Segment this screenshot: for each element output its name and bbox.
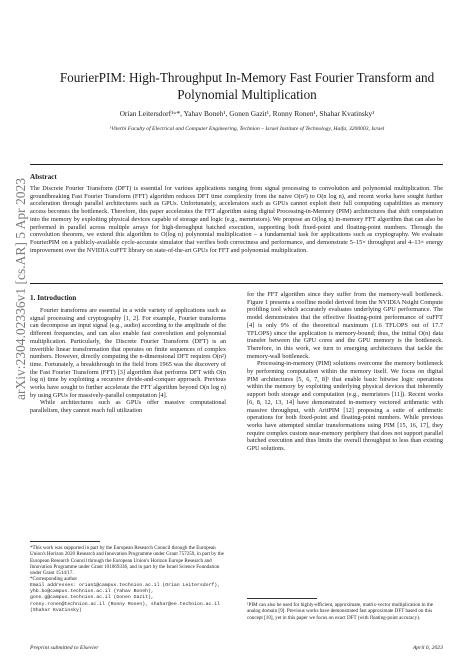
arxiv-identifier: arXiv:2304.02336v1 [cs.AR] 5 Apr 2023 — [13, 178, 28, 400]
abstract-text: The Discrete Fourier Transform (DFT) is essential for various applications ranging from signal processing to convolution and polynomial multiplication. The groundbreaking Fast Fourier Transform (FFT) algorithm reduces DFT time complexity from the naive O(n²) to O(n log n), and recent works have sought further acceleration through parallel architectures such as GPUs. Unfortunately, accelerators such as GPUs cannot exploit their full computing capabilities as memory access becomes the bottleneck. Therefore, this paper accelerates the FFT algorithm using digital Processing-in-Memory (PIM) architectures that shift computation into the memory by exploiting physical devices capable of storage and logic (e.g., memristors). We propose an O(log n) in-memory FFT algorithm that can also be performed in parallel across multiple arrays for high-throughput batched execution, supporting both fixed-point and floating-point numbers. Through the convolution theorem, we extend this algorithm to O(log n) polynomial multiplication – a fundamental task for applications such as cryptography. We evaluate FourierPIM on a publicly-available cycle-accurate simulator that verifies both correctness and performance, and demonstrate 5–15× throughput and 4–13× energy improvement over the NVIDIA cuFFT library on state-of-the-art GPUs for FFT and polynomial multiplication. — [30, 185, 443, 254]
body-paragraph: While architectures such as GPUs offer massive computational parallelism, they cannot reach full utilization — [30, 399, 226, 415]
paper-title: FourierPIM: High-Throughput In-Memory Fast Fourier Transform and Polynomial Multiplication — [59, 70, 435, 102]
body-paragraph: Processing-in-memory (PIM) solutions overcome the memory bottleneck by performing computation within the memory itself. We focus on digital PIM architectures [5, 6, 7, 8]¹ that enable basic bitwise logic operations within the memory by exploiting underlying physical devices that inherently support both storage and computation (e.g., memristors [11]). Recent works [6, 8, 12, 13, 14] have demonstrated in-memory vectored arithmetic with massive throughput, with AritPIM [12] proposing a suite of arithmetic operations for both fixed-point and floating-point numbers. While previous works have attempted similar transformations using PIM [15, 16, 17], they require complex custom near-memory periphery that does not support parallel batched execution and thus limits the overall throughput to less than existing GPU solutions. — [247, 360, 443, 453]
abstract-top-rule — [30, 164, 443, 165]
funding-footnote: *This work was supported in part by the European Research Council through the European Union's Horizon 2020 Research and Innovation Programme under Grant 757259, in part by the European Research Council through the European Union's Horizon Europe Research and Innovation Programme under Grant 101069336, and in part by the Israel Science Foundation under Grant 1514/17. — [30, 545, 224, 577]
left-footnotes — [30, 545, 226, 614]
footer-date: April 6, 2023 — [412, 645, 443, 651]
right-column — [247, 291, 443, 453]
body-paragraph: Fourier transforms are essential in a wide variety of applications such as signal processing and cryptography [1, 2]. For example, Fourier transforms can decompose an input signal (e.g., audio) according to the amplitude of the different frequencies, and can also enable fast convolution and polynomial multiplication. Particularly, the Discrete Fourier Transform (DFT) is an invertible linear transformation that operates on finite sequences of complex numbers. However, directly computing the n-dimensional DFT requires O(n²) time. Fortunately, a breakthrough in the field from 1965 was the discovery of the Fast Fourier Transform (FFT) [3] algorithm that performs DFT with O(n log n) time by exploiting a recursive divide-and-conquer approach. Previous works have sought to further accelerate the FFT algorithm beyond O(n log n) by using GPUs for massively-parallel computation [4]. — [30, 307, 226, 399]
right-footnote: ¹PIM can also be used for highly-efficient, approximate, matrix-vector multiplication in the analog domain [9]. Previous works have demonstrated fast approximate DFT based on this concept [10], yet in this paper we focus on exact DFT (with floating-point accuracy). — [247, 602, 434, 621]
abstract-heading: Abstract — [30, 173, 57, 181]
body-paragraph: for the FFT algorithm since they suffer from the memory-wall bottleneck. Figure 1 presents a roofline model derived from the NVIDIA Nsight Compute profiling tool which accurately evaluates underlying GPU performance. The model demonstrates that the effective floating-point performance of cuFFT [4] is only 9% of the theoretical maximum (1.6 TFLOPS out of 17.7 TFLOPS) since the application is memory-bound; thus, the initial O(n) data transfer between the GPU cores and the GPU memory is the bottleneck. Therefore, in this work, we turn to emerging architectures that tackle the memory-wall bottleneck. — [247, 291, 443, 360]
author-list: Orian Leitersdorf¹ʷ*, Yahav Boneh¹, Gonen Gazit¹, Ronny Ronen¹, Shahar Kvatinsky¹ — [119, 109, 375, 118]
footnote-rule — [30, 541, 100, 542]
author-affiliation: ¹Viterbi Faculty of Electrical and Computer Engineering, Technion – Israel Institute of Technology, Haifa, 3200003, Israel — [109, 126, 385, 132]
corresponding-author-note: *Corresponding author — [30, 576, 78, 583]
footer-preprint-note: Preprint submitted to Elsevier — [30, 645, 99, 651]
email-addresses: Email addresses: orian1@campus.technion.ac.il (Orian Leitersdorf), yhb.bo@campus.technion.ac.il (Yahav Boneh), gonn.g@campus.technion.ac.il (Gonen Gazit), ronny.ronen@technion.ac.il (Ronny Ronen), shahar@ee.technion.ac.il (Shahar Kvatinsky) — [30, 582, 220, 613]
left-column — [30, 307, 226, 415]
abstract-bottom-rule — [30, 283, 443, 284]
section-heading-introduction: 1. Introduction — [30, 294, 77, 302]
footnote-rule — [247, 598, 317, 599]
